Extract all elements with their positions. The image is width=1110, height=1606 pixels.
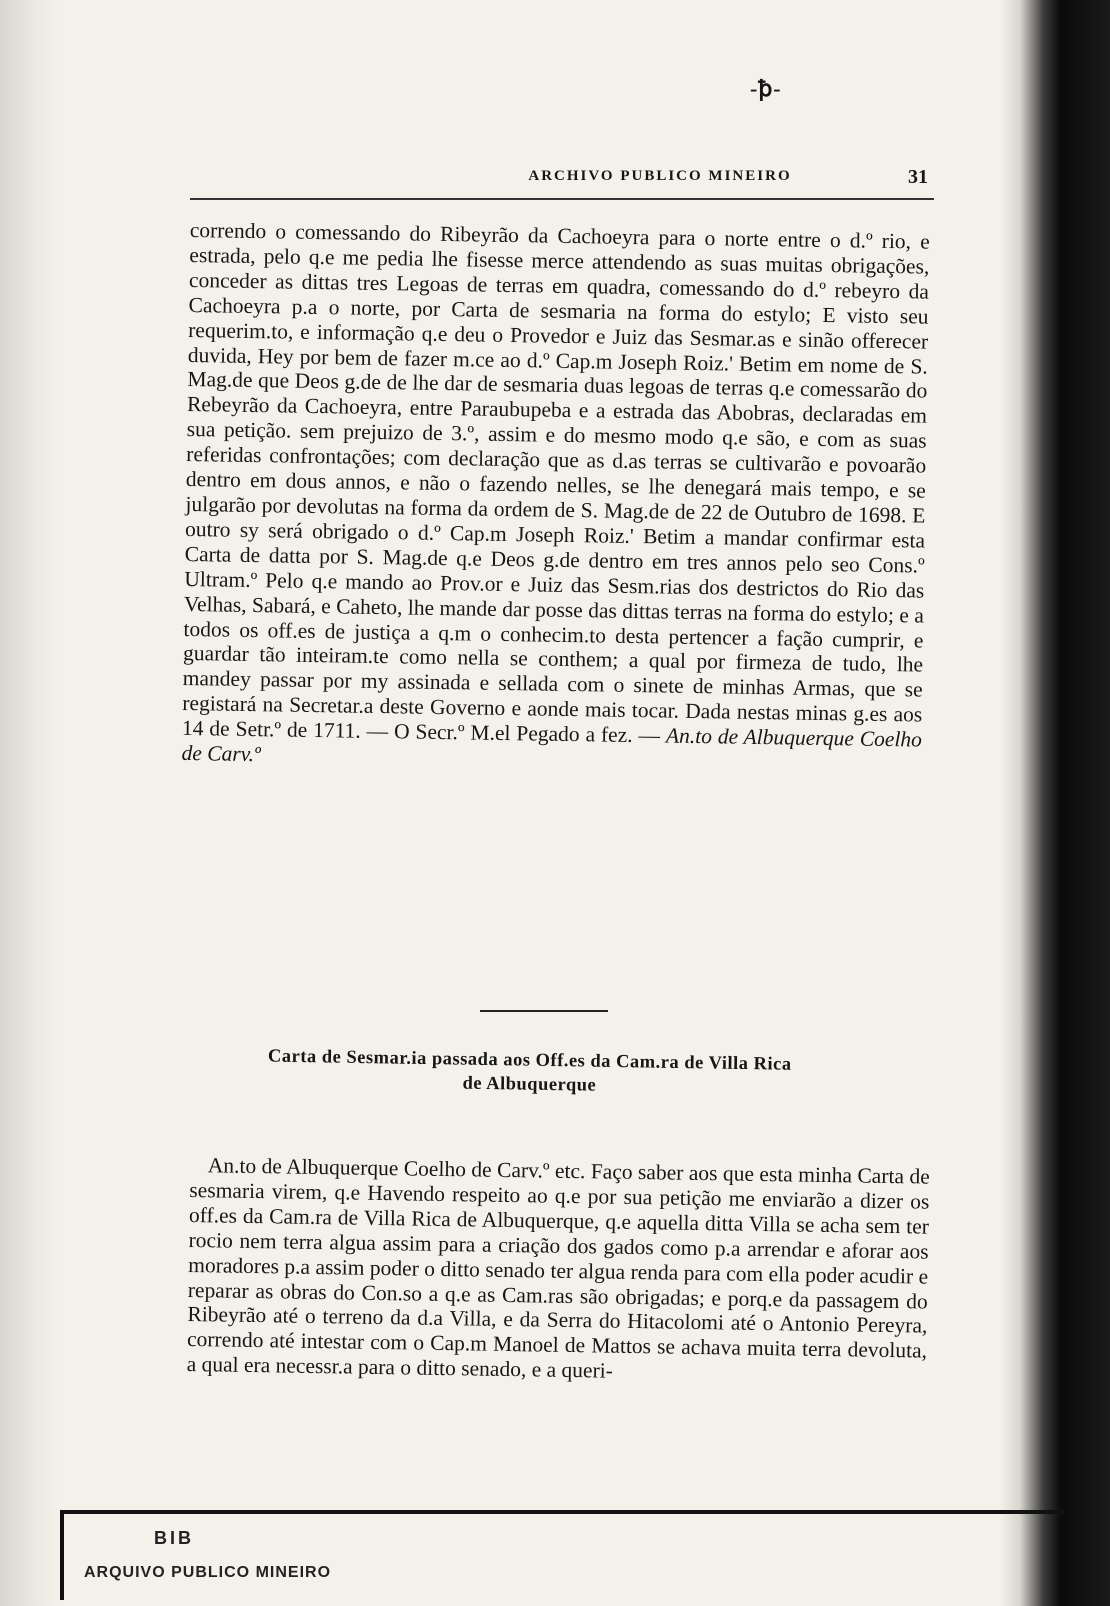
library-stamp [60, 1510, 1064, 1600]
second-document-body: An.to de Albuquerque Coelho de Carv.º etc. Faço saber aos que esta minha Carta de sesmaria virem, q.e Havendo respeito ao q.e por sua petição me enviarão a dizer os off.es da Cam.ra de Villa Rica de Albuquerque, q.e aquella ditta Villa se acha sem ter rocio nem terra algua assim para a criação dos gados como p.a arrendar e aforar aos moradores p.a assim poder o ditto senado ter algua renda para com ella poder acudir e reparar as obras do Con.so a q.e as Cam.ras são obrigadas; e porq.e da passagem do Ribeyrão até o terreno da d.a Villa, e da Serra do Hitacolomi até o Antonio Pereyra, correndo até intestar com o Cap.m Manoel de Mattos se achava muita terra devoluta, a qual era necessr.a para o ditto senado, e a queri- [186, 1153, 930, 1383]
page-header [190, 168, 934, 200]
signature: An.to de Albuquerque Coelho de Carv.º [181, 723, 923, 767]
second-document-title [169, 1043, 890, 1102]
title-line-2: de Albuquerque [462, 1073, 597, 1096]
stamp-line-2: ARQUIVO PUBLICO MINEIRO [84, 1564, 332, 1581]
section-separator [480, 1010, 608, 1012]
first-document-body [181, 218, 930, 777]
page-ornament: -ꝥ- [750, 76, 782, 101]
stamp-line-1: BIB [154, 1528, 194, 1548]
second-document-text [186, 1153, 929, 1389]
title-line-1: Carta de Sesmar.ia passada aos Off.es da Cam.ra de Villa Rica [267, 1046, 792, 1075]
first-document-text [181, 218, 930, 777]
running-head: ARCHIVO PUBLICO MINEIRO [528, 168, 792, 184]
page-number: 31 [908, 166, 928, 188]
first-document-body-text: correndo o comessando do Ribeyrão da Cachoeyra para o norte entre o d.º rio, e estrada, pelo q.e me pedia lhe fisesse merce attendendo as suas muitas obrigações, conceder as dittas tres Legoas de terras em quadra, comessando do d.º rebeyro da Cachoeyra p.a o norte, por Carta de sesmaria na forma do estylo; E visto seu requerim.to, e informação q.e deu o Provedor e Juiz das Sesmar.as e sinão offerecer duvida, Hey por bem de fazer m.ce ao d.º Cap.m Joseph Roiz.' Betim em nome de S. Mag.de que Deos g.de de lhe dar de sesmaria duas legoas de terras q.e comessarão do Rebeyrão da Cachoeyra, entre Paraubupeba e a estrada das Abobras, declaradas em sua petição. sem prejuizo de 3.º, assim e do mesmo modo q.e são, e com as suas referidas confrontações; com declaração que as d.as terras se cultivarão e povoarão dentro em dous annos, e não o fazendo nelles, se lhe denegará mais tempo, e se julgarão por devolutas na forma da ordem de S. Mag.de de 22 de Outubro de 1698. E outro sy será obrigado o d.º Cap.m Joseph Roiz.' Betim a mandar confirmar esta Carta de datta por S. Mag.de q.e Deos g.de dentro em tres annos pelo seo Cons.º Ultram.º Pelo q.e mando ao Prov.or e Juiz das Sesm.rias dos destrictos do Rio das Velhas, Sabará, e Caheto, lhe mande dar posse das dittas terras na forma do estylo; e a todos os off.es de justiça a q.m o conhecim.to desta pertencer a fação cumprir, e guardar tão inteiram.te como nella se conthem; a qual por firmeza de tudo, lhe mandey passar por my assinada e sellada com o sinete de minhas Armas, que se registará na Secretar.a deste Governo e aonde mais tocar. Dada nestas minas g.es aos 14 de Setr.º de 1711. — O Secr.º M.el Pegado a fez. — [181, 218, 930, 748]
